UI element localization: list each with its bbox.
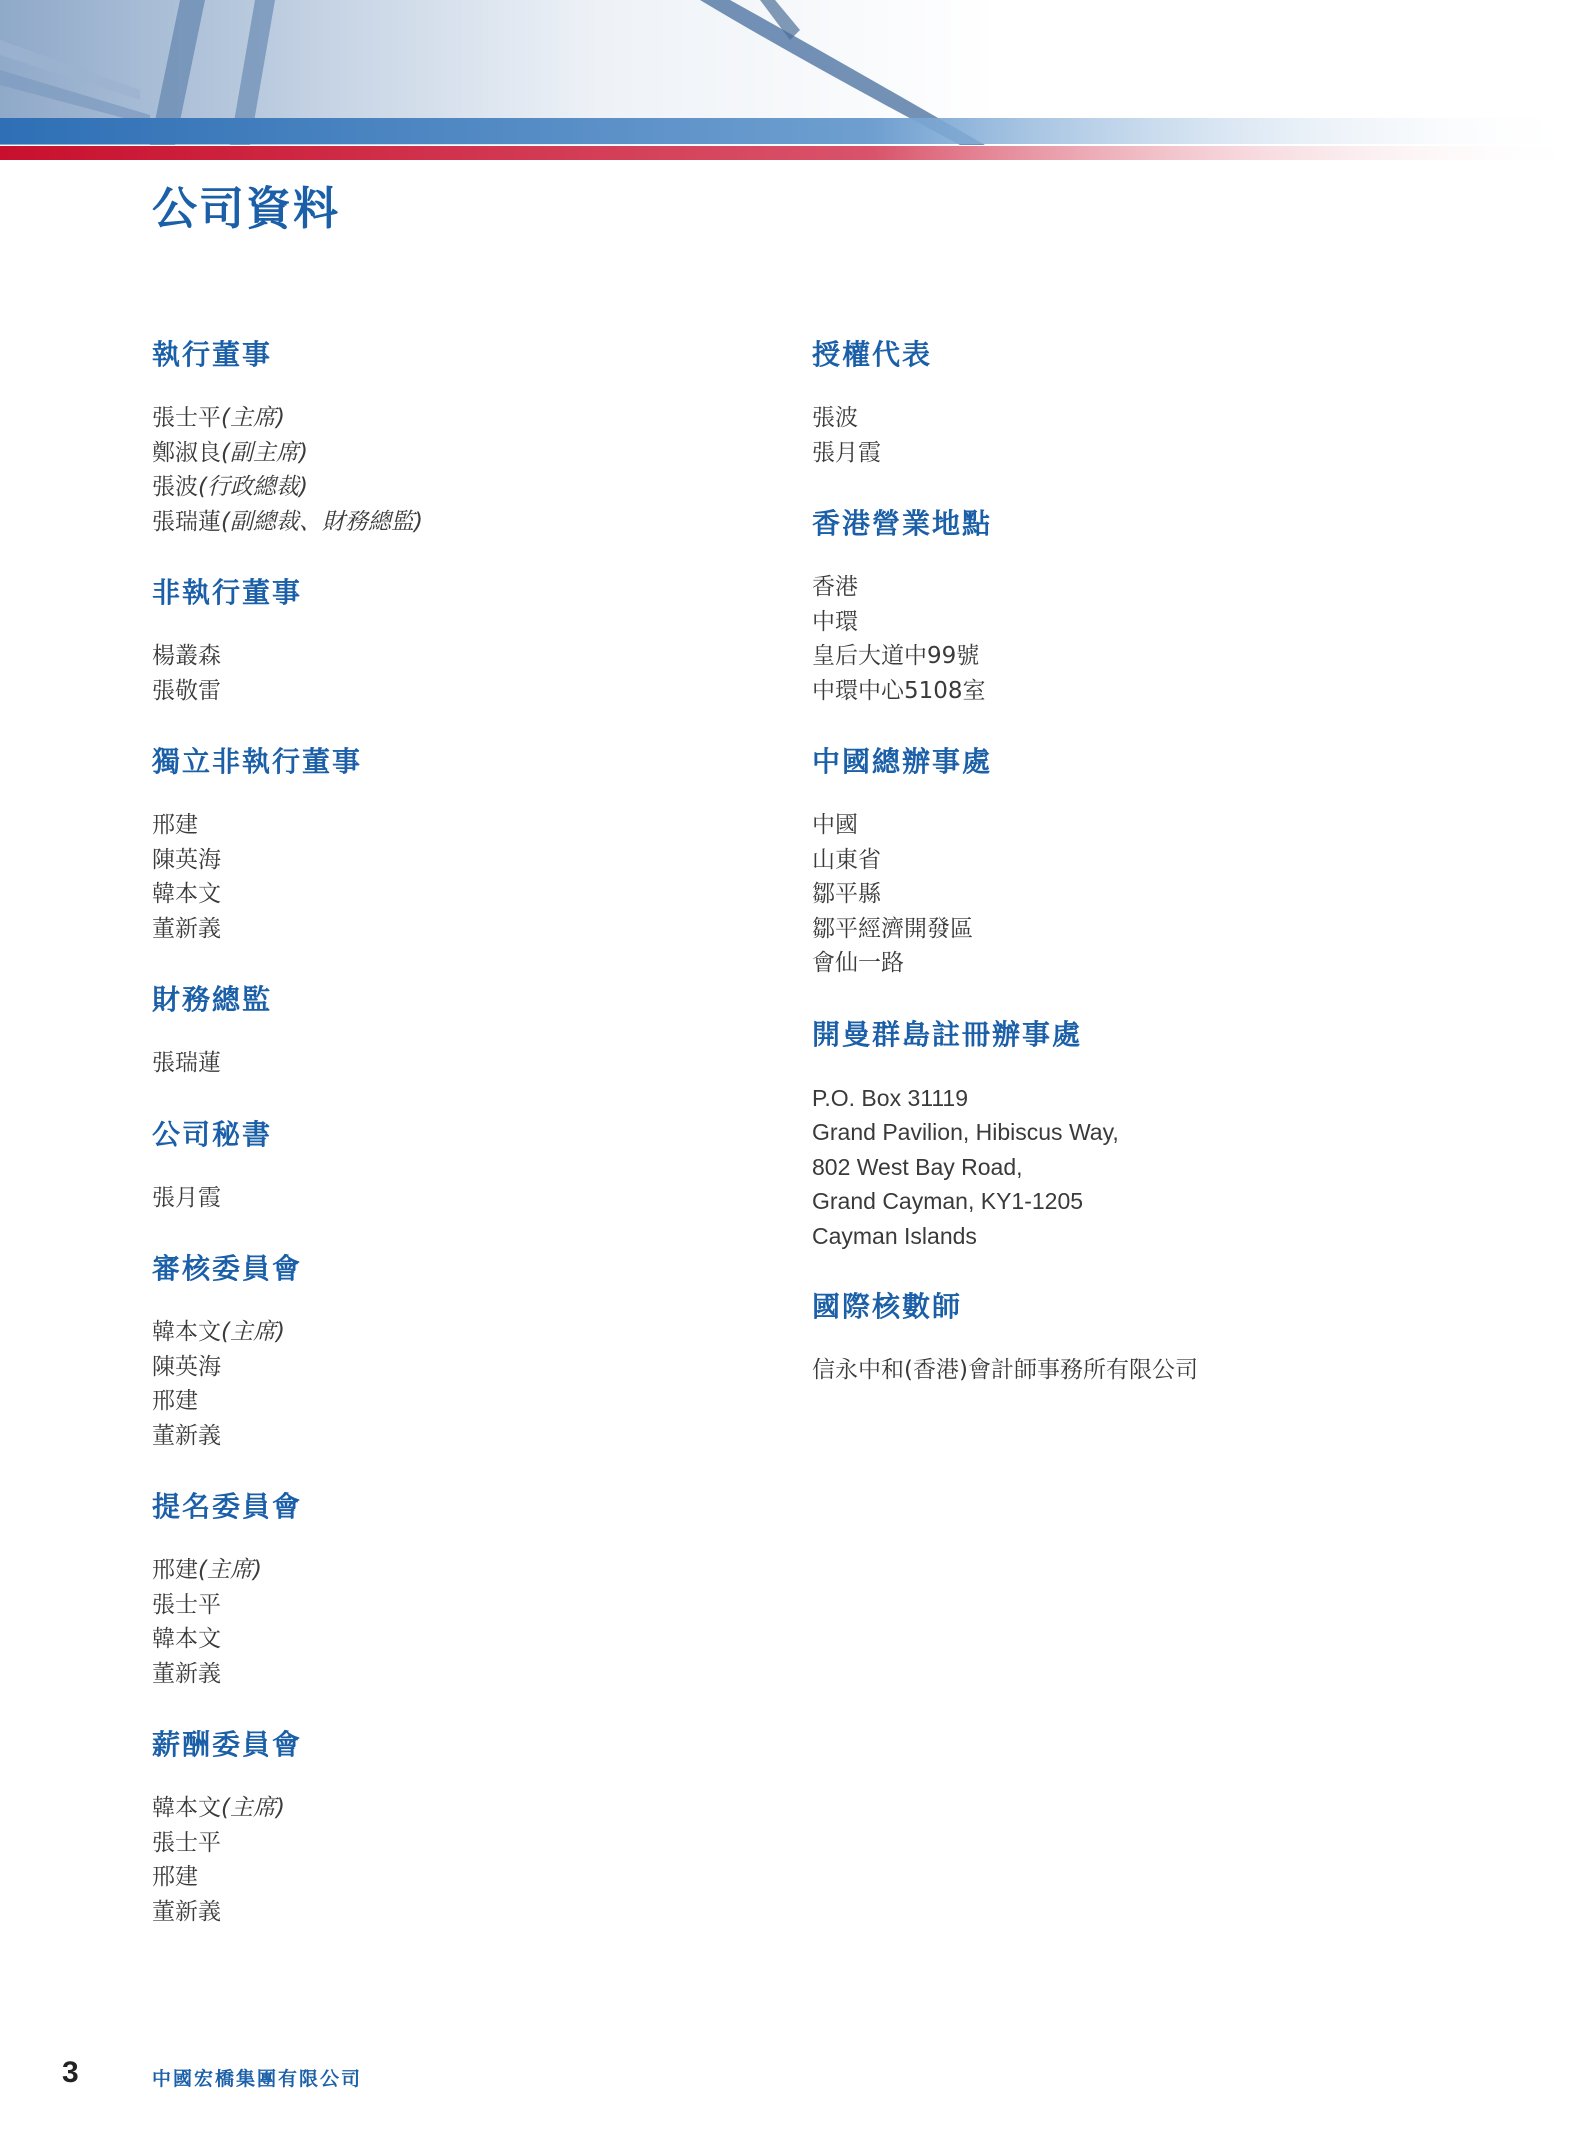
header-banner [0, 0, 1587, 165]
section-heading: 獨立非執行董事 [152, 745, 363, 778]
info-line [152, 639, 772, 674]
line-text: 鄭淑良 [152, 439, 221, 466]
info-line [812, 912, 1432, 947]
section-heading: 中國總辦事處 [812, 745, 993, 778]
info-section [152, 980, 772, 1081]
role-label: (行政總裁) [198, 474, 308, 500]
line-text: 董新義 [152, 1422, 221, 1449]
info-line [152, 1791, 772, 1826]
line-text: 張月霞 [812, 439, 881, 466]
role-label: (主席) [221, 1319, 285, 1345]
line-text: 皇后大道中99號 [812, 643, 980, 669]
role-label: (副總裁、財務總監) [221, 508, 423, 535]
info-line [152, 674, 772, 709]
info-section [812, 1015, 1432, 1254]
line-text: 董新義 [152, 1898, 221, 1925]
line-text: 邢建 [152, 1388, 198, 1414]
role-label: (主席) [198, 1557, 262, 1583]
info-line [152, 843, 772, 878]
info-section [152, 1115, 772, 1216]
info-line [152, 401, 772, 436]
line-text: 韓本文 [152, 1319, 221, 1345]
info-line [152, 505, 772, 540]
line-text: 張波 [812, 405, 858, 431]
info-line [812, 1353, 1432, 1388]
line-text: 張士平 [152, 1829, 221, 1856]
section-heading: 薪酬委員會 [152, 1728, 303, 1761]
info-line [812, 1150, 1432, 1185]
info-line [812, 1081, 1432, 1116]
section-heading: 公司秘書 [152, 1117, 273, 1151]
info-line [152, 1895, 772, 1930]
info-line [812, 843, 1432, 878]
section-heading: 提名委員會 [152, 1490, 303, 1523]
info-line [152, 1860, 772, 1895]
section-heading: 執行董事 [152, 338, 273, 371]
line-text: 張波 [152, 474, 198, 500]
info-line [812, 1184, 1432, 1219]
section-heading: 審核委員會 [152, 1252, 303, 1285]
info-line [152, 877, 772, 912]
info-section [152, 573, 772, 708]
line-text: 張士平 [152, 1591, 221, 1618]
info-section [812, 742, 1432, 981]
info-line [152, 1419, 772, 1454]
line-text: 張瑞蓮 [152, 1050, 221, 1076]
section-heading: 國際核數師 [812, 1290, 963, 1323]
line-text: 香港 [812, 574, 858, 600]
line-text: 鄒平縣 [812, 881, 881, 907]
line-text: 董新義 [152, 915, 221, 942]
section-heading: 非執行董事 [152, 576, 303, 609]
line-text: 張士平 [152, 405, 221, 431]
info-line [812, 1219, 1432, 1254]
info-line [152, 1046, 772, 1081]
info-line [152, 912, 772, 947]
line-text: 802 West Bay Road, [812, 1153, 1023, 1180]
info-line [812, 401, 1432, 436]
info-section [152, 1249, 772, 1453]
info-section [812, 504, 1432, 708]
info-line [812, 436, 1432, 471]
line-text: Cayman Islands [812, 1222, 977, 1249]
info-line [812, 808, 1432, 843]
info-line [152, 1181, 772, 1216]
info-line [152, 1315, 772, 1350]
line-text: 中環 [812, 608, 858, 635]
info-section [152, 1725, 772, 1929]
info-line [812, 877, 1432, 912]
info-line [152, 1350, 772, 1385]
section-heading: 財務總監 [152, 983, 273, 1016]
line-text: 邢建 [152, 812, 198, 838]
line-text: 會仙一路 [812, 950, 904, 976]
line-text: P.O. Box 31119 [812, 1084, 969, 1111]
info-section [152, 742, 772, 946]
info-line [812, 1115, 1432, 1150]
info-line [152, 470, 772, 505]
info-section [812, 335, 1432, 470]
info-line [152, 1657, 772, 1692]
info-line [152, 808, 772, 843]
line-text: 山東省 [812, 846, 881, 873]
line-text: 韓本文 [152, 881, 221, 907]
info-line [152, 1384, 772, 1419]
line-text: 楊叢森 [152, 643, 221, 669]
line-text: 陳英海 [152, 846, 221, 873]
info-line [152, 1588, 772, 1623]
section-heading: 授權代表 [812, 338, 933, 371]
line-text: 邢建 [152, 1864, 198, 1890]
footer-company-name: 中國宏橋集團有限公司 [152, 2068, 363, 2090]
right-column [812, 335, 1432, 1422]
info-line [812, 946, 1432, 981]
info-section [152, 1487, 772, 1691]
line-text: 邢建 [152, 1557, 198, 1583]
role-label: (主席) [221, 1795, 285, 1821]
page-title: 公司資料 [152, 182, 341, 235]
line-text: 信永中和(香港)會計師事務所有限公司 [812, 1357, 1198, 1383]
line-text: Grand Cayman, KY1-1205 [812, 1188, 1084, 1214]
line-text: 張敬雷 [152, 677, 221, 704]
line-text: 中環中心5108室 [812, 677, 986, 704]
info-line [812, 674, 1432, 709]
info-section [812, 1287, 1432, 1388]
page-number: 3 [62, 2056, 79, 2089]
line-text: Grand Pavilion, Hibiscus Way, [812, 1119, 1119, 1145]
role-label: (主席) [221, 405, 285, 431]
info-line [152, 436, 772, 471]
line-text: 中國 [812, 812, 858, 838]
info-line [152, 1622, 772, 1657]
info-line [812, 639, 1432, 674]
info-line [812, 605, 1432, 640]
line-text: 韓本文 [152, 1626, 221, 1652]
line-text: 張瑞蓮 [152, 508, 221, 535]
info-line [812, 570, 1432, 605]
info-section [152, 335, 772, 539]
left-column [152, 335, 772, 1963]
line-text: 陳英海 [152, 1353, 221, 1380]
info-line [152, 1553, 772, 1588]
line-text: 張月霞 [152, 1184, 221, 1211]
section-heading: 香港營業地點 [812, 507, 993, 540]
line-text: 董新義 [152, 1660, 221, 1687]
info-line [152, 1826, 772, 1861]
line-text: 韓本文 [152, 1795, 221, 1821]
section-heading: 開曼群島註冊辦事處 [812, 1017, 1083, 1051]
role-label: (副主席) [221, 439, 308, 466]
line-text: 鄒平經濟開發區 [812, 915, 973, 942]
